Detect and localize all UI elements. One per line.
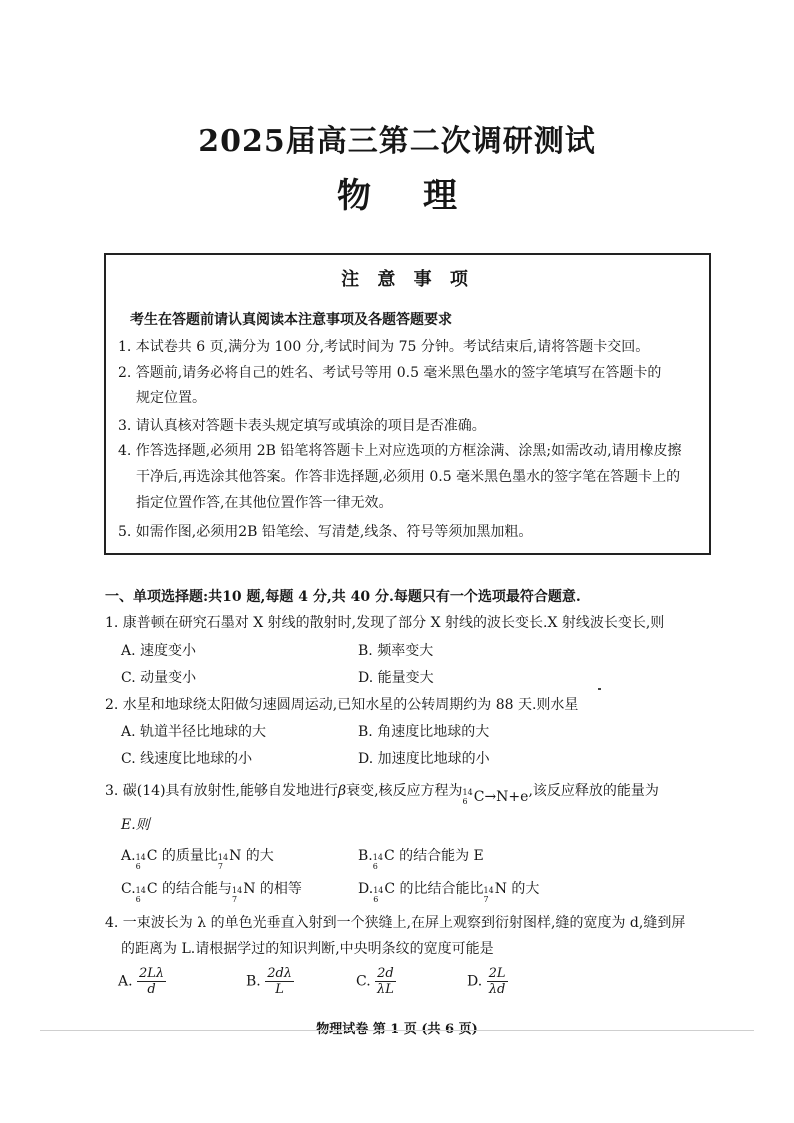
section-heading: 一、单项选择题:共10 题,每题 4 分,共 40 分.每题只有一个选项最符合题意. [105, 589, 581, 605]
notice-box [104, 253, 711, 555]
q1-option-a: A. 速度变小 [121, 643, 197, 659]
question-4-stem-1: 4. 一束波长为 λ 的单色光垂直入射到一个狭缝上,在屏上观察到衍射图样,缝的宽度为 d,缝到屏 [105, 915, 686, 931]
q4-a-fraction: $\frac{2L\lambda}{d}$ [139, 966, 165, 997]
q2-option-a: A. 轨道半径比地球的大 [121, 724, 267, 740]
q1-option-c: C. 动量变小 [121, 670, 197, 686]
notice-line-5: 5. 如需作图,必须用2B 铅笔绘、写清楚,线条、符号等须加黑加粗。 [118, 524, 533, 540]
q3-option-d: D. 14 6 C 的比结合能比 14 7 N 的大 [358, 881, 540, 904]
q4-option-d: D. $\frac{2L}{\lambda d}$ [467, 966, 506, 997]
notice-line-4-cont2: 指定位置作答,在其他位置作答一律无效。 [136, 495, 393, 511]
notice-line-4: 4. 作答选择题,必须用 2B 铅笔将答题卡上对应选项的方框涂满、涂黑;如需改动,请用橡皮擦 [118, 443, 682, 459]
beta-symbol: β [338, 783, 347, 799]
q2-option-c: C. 线速度比地球的小 [121, 751, 253, 767]
q3-reaction: 14 6 C→N+e [462, 788, 529, 806]
question-3-stem-line2: E.则 [121, 817, 150, 833]
q4-d-fraction: $\frac{2L}{\lambda d}$ [488, 966, 506, 997]
notice-line-2-cont: 规定位置。 [136, 390, 206, 406]
q4-option-a: A. $\frac{2L\lambda}{d}$ [118, 966, 165, 997]
subject-char-1: 物 [337, 176, 371, 216]
q3-option-b: B. 14 6 C 的结合能为 E [358, 848, 484, 871]
q3-stem-post: ,该反应释放的能量为 [528, 783, 659, 799]
q4-b-fraction: $\frac{2d\lambda}{L}$ [267, 966, 293, 997]
footer-rule [40, 1030, 754, 1031]
notice-intro: 考生在答题前请认真阅读本注意事项及各题答题要求 [130, 312, 452, 328]
q4-option-c: C. $\frac{2d}{\lambda L}$ [356, 966, 394, 997]
notice-line-4-cont: 干净后,再选涂其他答案。作答非选择题,必须用 0.5 毫米黑色墨水的签字笔在答题卡上的 [136, 469, 681, 485]
q3-option-c: C. 14 6 C 的结合能与 14 7 N 的相等 [121, 881, 302, 904]
q1-option-b: B. 频率变大 [358, 643, 434, 659]
q3-option-a: A. 14 6 C 的质量比 14 7 N 的大 [121, 848, 274, 871]
q1-option-d: D. 能量变大 [358, 670, 434, 686]
notice-heading: 注 意 事 项 [341, 269, 474, 290]
question-2-stem: 2. 水星和地球绕太阳做匀速圆周运动,已知水星的公转周期约为 88 天.则水星 [105, 697, 579, 713]
q2-option-b: B. 角速度比地球的大 [358, 724, 490, 740]
exam-title: 2025届高三第二次调研测试 [198, 124, 596, 159]
notice-line-2: 2. 答题前,请务必将自己的姓名、考试号等用 0.5 毫米黑色墨水的签字笔填写在答题卡的 [118, 365, 662, 381]
q4-c-fraction: $\frac{2d}{\lambda L}$ [376, 966, 394, 997]
scan-speck [598, 688, 601, 690]
notice-line-3: 3. 请认真核对答题卡表头规定填写或填涂的项目是否准确。 [118, 418, 486, 434]
q4-option-b: B. $\frac{2d\lambda}{L}$ [246, 966, 293, 997]
q2-option-d: D. 加速度比地球的小 [358, 751, 490, 767]
subject-title [0, 168, 794, 217]
subject-char-2: 理 [423, 176, 457, 216]
question-1-stem: 1. 康普顿在研究石墨对 X 射线的散射时,发现了部分 X 射线的波长变长.X 射线波长变长,则 [105, 615, 665, 631]
q3-stem-mid: 衰变,核反应方程为 [346, 783, 463, 799]
question-3-stem [105, 780, 659, 806]
q3-reaction-text: C→N+e [473, 789, 529, 805]
question-4-stem-2: 的距离为 L.请根据学过的知识判断,中央明条纹的宽度可能是 [121, 941, 494, 957]
notice-line-1: 1. 本试卷共 6 页,满分为 100 分,考试时间为 75 分钟。考试结束后,请将答题卡交回。 [118, 339, 650, 355]
q3-stem-pre: 3. 碳(14)具有放射性,能够自发地进行 [105, 783, 338, 799]
page-footer: 物理试卷 第 1 页 (共 6 页) [316, 1022, 478, 1037]
